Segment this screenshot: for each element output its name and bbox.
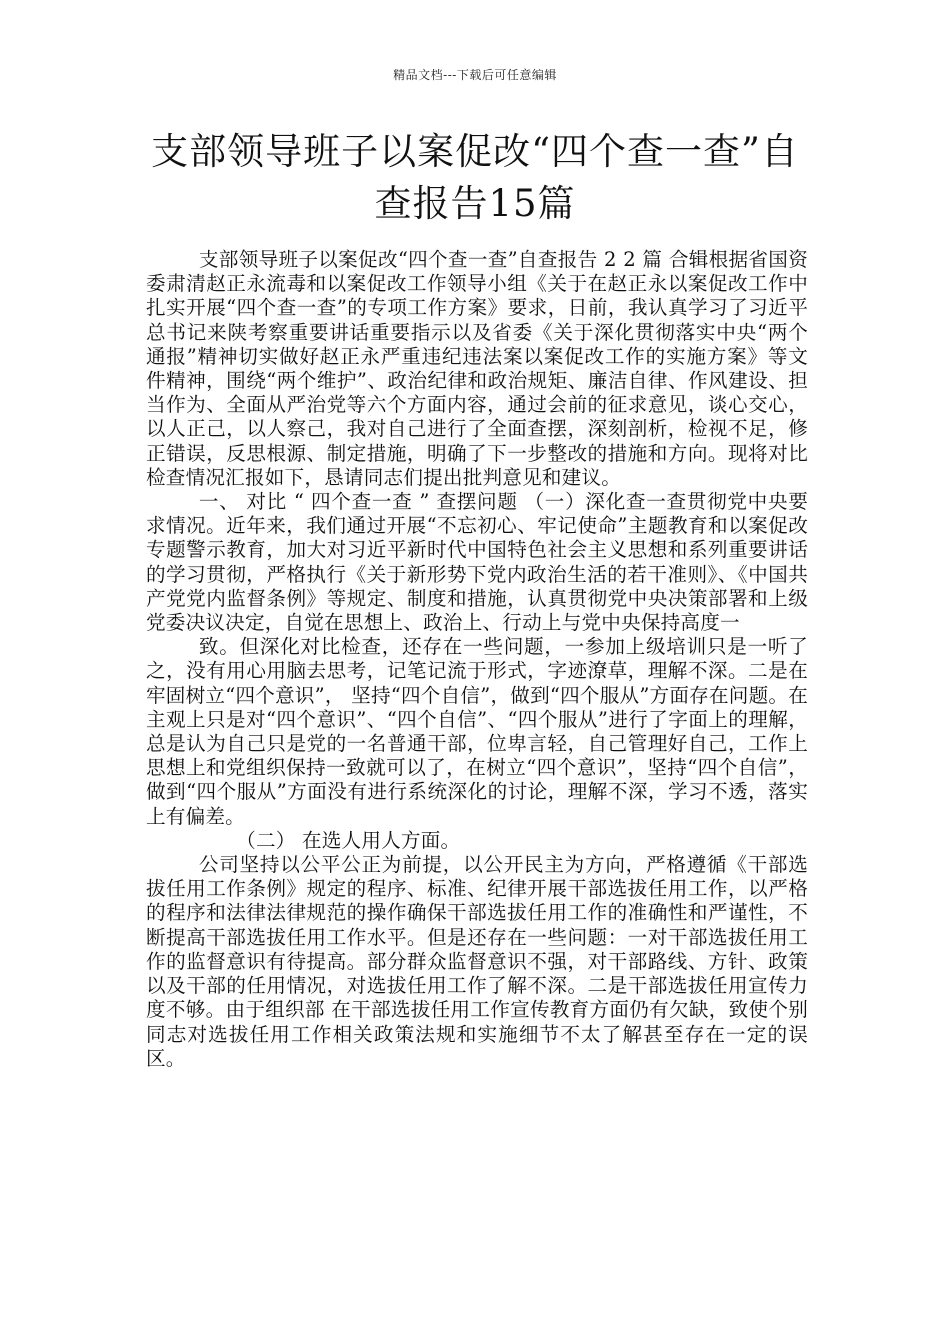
paragraph-section-two-heading: （二） 在选人用人方面。 — [236, 828, 461, 852]
paragraph-section-one: 一、 对比 “ 四个查一查 ” 查摆问题 （一）深化查一查贯彻党中央要求情况。近年来，我们通过开展“不忘初心、牢记使命”主题教育和以案促改专题警示教育，加大对习近平新时代中国特色社会主义思想和系列重要讲话的学习贯彻，严格执行《关于新形势下党内政治生活的若干准则》、《中国共产党党内监督条例》等规定、制度和措施，认真贯彻党中央决策部署和上级党委决议决定，自觉在思想上、政治上、行动上与党中央保持高度一 — [146, 490, 808, 635]
document-title: 支部领导班子以案促改“四个查一查”自查报告15篇 — [151, 130, 799, 225]
header-note: 精品文档---下载后可任意编辑 — [393, 68, 557, 82]
paragraph-intro: 支部领导班子以案促改“四个查一查”自查报告 2 2 篇 合辑根据省国资委肃清赵正永流毒和以案促改工作领导小组《关于在赵正永以案促改工作中扎实开展“四个查一查”的专项工作方案》要求，日前，我认真学习了习近平总书记来陕考察重要讲话重要指示以及省委《关于深化贯彻落实中央“两个通报”精神切实做好赵正永严重违纪违法案以案促改工作的实施方案》等文件精神，围绕“两个维护”、政治纪律和政治规矩、廉洁自律、作风建设、担当作为、全面从严治党等六个方面内容，通过会前的征求意见，谈心交心，以人正己，以人察己，我对自己进行了全面查摆，深刻剖析，检视不足，修正错误，反思根源、制定措施，明确了下一步整改的措施和方向。现将对比检查情况汇报如下，恳请同志们提出批判意见和建议。 — [146, 248, 808, 489]
paragraph-section-one-continued: 致。但深化对比检查，还存在一些问题，一参加上级培训只是一听了之，没有用心用脑去思考，记笔记流于形式，字迹潦草，理解不深。二是在牢固树立“四个意识”， 坚持“四个自信”，做到“四个服从”方面存在问题。在主观上只是对“四个意识”、“四个自信”、“四个服从”进行了字面上的理解，总是认为自己只是党的一名普通干部，位卑言轻，自己管理好自己，工作上思想上和党组织保持一致就可以了，在树立“四个意识”，坚持“四个自信”，做到“四个服从”方面没有进行系统深化的讨论，理解不深，学习不透，落实上有偏差。 — [146, 635, 808, 828]
paragraph-section-two: 公司坚持以公平公正为前提，以公开民主为方向，严格遵循《干部选拔任用工作条例》规定的程序、标准、纪律开展干部选拔任用工作，以严格的程序和法律法律规范的操作确保干部选拔任用工作的准确性和严谨性，不断提高干部选拔任用工作水平。但是还存在一些问题：一对干部选拔任用工作的监督意识有待提高。部分群众监督意识不强，对干部路线、方针、政策以及干部的任用情况，对选拔任用工作了解不深。二是干部选拔任用宣传力度不够。由于组织部 在干部选拔任用工作宣传教育方面仍有欠缺，致使个别同志对选拔任用工作相关政策法规和实施细节不太了解甚至存在一定的误区。 — [146, 853, 808, 1070]
document-body — [146, 248, 808, 1071]
